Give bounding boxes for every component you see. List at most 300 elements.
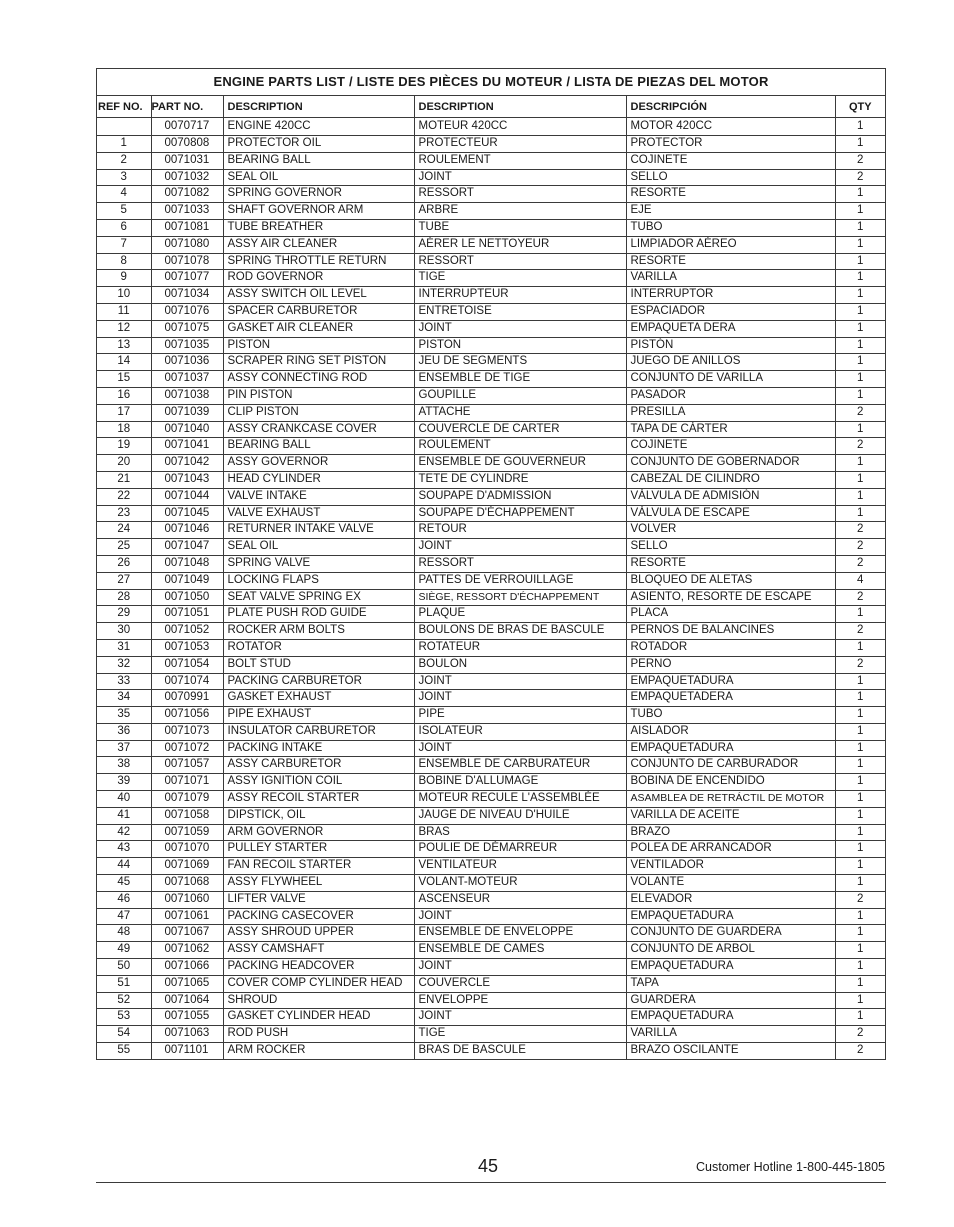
cell-description-fr: PIPE: [414, 707, 626, 724]
cell-description-en: ROTATOR: [223, 639, 414, 656]
cell-description-fr: ISOLATEUR: [414, 723, 626, 740]
cell-qty: 1: [835, 824, 885, 841]
header-description-es: DESCRIPCIÓN: [626, 96, 835, 118]
cell-part-no: 0071078: [151, 253, 223, 270]
cell-part-no: 0071041: [151, 438, 223, 455]
table-row: [97, 891, 885, 908]
table-row: [97, 925, 885, 942]
cell-part-no: 0071067: [151, 925, 223, 942]
cell-description-fr: JAUGE DE NIVEAU D'HUILE: [414, 807, 626, 824]
cell-qty: 1: [835, 354, 885, 371]
cell-description-fr: PISTON: [414, 337, 626, 354]
cell-ref-no: 18: [97, 421, 151, 438]
cell-part-no: 0071038: [151, 387, 223, 404]
cell-ref-no: 32: [97, 656, 151, 673]
cell-ref-no: 51: [97, 975, 151, 992]
cell-part-no: 0071055: [151, 1009, 223, 1026]
table-row: [97, 707, 885, 724]
cell-description-en: PACKING HEADCOVER: [223, 959, 414, 976]
cell-qty: 2: [835, 539, 885, 556]
cell-description-en: VALVE INTAKE: [223, 488, 414, 505]
cell-ref-no: 2: [97, 152, 151, 169]
table-row: [97, 992, 885, 1009]
cell-part-no: 0070717: [151, 118, 223, 136]
table-row: [97, 136, 885, 153]
cell-description-es: ROTADOR: [626, 639, 835, 656]
table-row: [97, 438, 885, 455]
cell-description-en: BOLT STUD: [223, 656, 414, 673]
cell-description-en: PULLEY STARTER: [223, 841, 414, 858]
cell-part-no: 0071073: [151, 723, 223, 740]
cell-part-no: 0071032: [151, 169, 223, 186]
cell-description-es: RESORTE: [626, 555, 835, 572]
cell-part-no: 0071053: [151, 639, 223, 656]
cell-ref-no: [97, 118, 151, 136]
cell-qty: 1: [835, 975, 885, 992]
table-row: [97, 975, 885, 992]
cell-ref-no: 23: [97, 505, 151, 522]
cell-ref-no: 6: [97, 219, 151, 236]
cell-part-no: 0071054: [151, 656, 223, 673]
cell-ref-no: 21: [97, 471, 151, 488]
table-row: [97, 824, 885, 841]
cell-description-en: ROD PUSH: [223, 1026, 414, 1043]
cell-ref-no: 42: [97, 824, 151, 841]
table-row: [97, 152, 885, 169]
cell-description-fr: VENTILATEUR: [414, 858, 626, 875]
cell-description-fr: VOLANT-MOTEUR: [414, 875, 626, 892]
cell-ref-no: 36: [97, 723, 151, 740]
cell-qty: 1: [835, 723, 885, 740]
cell-ref-no: 54: [97, 1026, 151, 1043]
cell-ref-no: 52: [97, 992, 151, 1009]
cell-description-fr: ARBRE: [414, 203, 626, 220]
cell-description-es: TAPA DE CÁRTER: [626, 421, 835, 438]
cell-description-es: BRAZO: [626, 824, 835, 841]
cell-qty: 1: [835, 387, 885, 404]
cell-qty: 1: [835, 471, 885, 488]
table-row: [97, 572, 885, 589]
cell-description-es: RESORTE: [626, 253, 835, 270]
cell-description-es: VOLVER: [626, 522, 835, 539]
table-row: [97, 740, 885, 757]
cell-ref-no: 34: [97, 690, 151, 707]
cell-description-es: PASADOR: [626, 387, 835, 404]
cell-qty: 4: [835, 572, 885, 589]
cell-qty: 1: [835, 757, 885, 774]
table-row: [97, 875, 885, 892]
cell-part-no: 0071051: [151, 606, 223, 623]
header-qty: QTY: [835, 96, 885, 118]
cell-part-no: 0071047: [151, 539, 223, 556]
cell-ref-no: 41: [97, 807, 151, 824]
cell-part-no: 0071044: [151, 488, 223, 505]
cell-ref-no: 40: [97, 791, 151, 808]
cell-description-es: ASAMBLEA DE RETRÁCTIL DE MOTOR: [626, 791, 835, 808]
cell-qty: 1: [835, 337, 885, 354]
table-row: [97, 287, 885, 304]
cell-part-no: 0071063: [151, 1026, 223, 1043]
table-row: [97, 455, 885, 472]
cell-description-fr: PLAQUE: [414, 606, 626, 623]
cell-description-fr: RESSORT: [414, 555, 626, 572]
cell-description-en: SCRAPER RING SET PISTON: [223, 354, 414, 371]
cell-description-fr: JOINT: [414, 690, 626, 707]
cell-description-en: ASSY CAMSHAFT: [223, 942, 414, 959]
cell-qty: 2: [835, 891, 885, 908]
table-row: [97, 387, 885, 404]
cell-description-es: CABEZAL DE CILINDRO: [626, 471, 835, 488]
cell-description-fr: ENSEMBLE DE TIGE: [414, 371, 626, 388]
cell-qty: 1: [835, 488, 885, 505]
cell-description-es: COJINETE: [626, 438, 835, 455]
cell-qty: 1: [835, 791, 885, 808]
cell-description-en: SPRING THROTTLE RETURN: [223, 253, 414, 270]
cell-part-no: 0071071: [151, 774, 223, 791]
cell-part-no: 0071034: [151, 287, 223, 304]
cell-qty: 1: [835, 186, 885, 203]
cell-description-fr: SOUPAPE D'ÉCHAPPEMENT: [414, 505, 626, 522]
cell-description-en: VALVE EXHAUST: [223, 505, 414, 522]
cell-description-en: PISTON: [223, 337, 414, 354]
cell-qty: 2: [835, 623, 885, 640]
cell-qty: 1: [835, 203, 885, 220]
cell-description-en: ARM ROCKER: [223, 1043, 414, 1059]
cell-ref-no: 25: [97, 539, 151, 556]
cell-qty: 1: [835, 270, 885, 287]
cell-qty: 2: [835, 656, 885, 673]
cell-qty: 1: [835, 942, 885, 959]
cell-ref-no: 35: [97, 707, 151, 724]
cell-description-fr: SOUPAPE D'ADMISSION: [414, 488, 626, 505]
cell-description-es: CONJUNTO DE ARBOL: [626, 942, 835, 959]
cell-ref-no: 22: [97, 488, 151, 505]
cell-description-es: RESORTE: [626, 186, 835, 203]
cell-description-es: BRAZO OSCILANTE: [626, 1043, 835, 1059]
cell-ref-no: 45: [97, 875, 151, 892]
cell-ref-no: 37: [97, 740, 151, 757]
cell-ref-no: 39: [97, 774, 151, 791]
cell-description-en: SEAT VALVE SPRING EX: [223, 589, 414, 606]
cell-description-es: PISTÓN: [626, 337, 835, 354]
cell-description-es: INTERRUPTOR: [626, 287, 835, 304]
table-row: [97, 774, 885, 791]
cell-part-no: 0070991: [151, 690, 223, 707]
cell-description-es: CONJUNTO DE VARILLA: [626, 371, 835, 388]
cell-description-es: ESPACIADOR: [626, 303, 835, 320]
cell-ref-no: 28: [97, 589, 151, 606]
cell-ref-no: 3: [97, 169, 151, 186]
cell-ref-no: 27: [97, 572, 151, 589]
cell-ref-no: 7: [97, 236, 151, 253]
cell-part-no: 0071031: [151, 152, 223, 169]
cell-description-es: GUARDERA: [626, 992, 835, 1009]
cell-description-es: COJINETE: [626, 152, 835, 169]
cell-description-en: SHAFT GOVERNOR ARM: [223, 203, 414, 220]
cell-description-en: PACKING CARBURETOR: [223, 673, 414, 690]
cell-qty: 1: [835, 992, 885, 1009]
cell-description-es: VENTILADOR: [626, 858, 835, 875]
table-row: [97, 757, 885, 774]
cell-description-es: PLACA: [626, 606, 835, 623]
cell-description-es: POLEA DE ARRANCADOR: [626, 841, 835, 858]
cell-description-fr: COUVERCLE: [414, 975, 626, 992]
cell-description-fr: AÉRER LE NETTOYEUR: [414, 236, 626, 253]
cell-qty: 1: [835, 1009, 885, 1026]
page-number: 45: [478, 1156, 499, 1176]
table-row: [97, 723, 885, 740]
cell-qty: 1: [835, 841, 885, 858]
cell-part-no: 0071077: [151, 270, 223, 287]
table-row: [97, 320, 885, 337]
cell-qty: 1: [835, 371, 885, 388]
cell-description-es: ASIENTO, RESORTE DE ESCAPE: [626, 589, 835, 606]
cell-description-es: AISLADOR: [626, 723, 835, 740]
cell-description-en: ASSY RECOIL STARTER: [223, 791, 414, 808]
parts-table: [97, 96, 885, 1059]
cell-description-en: GASKET EXHAUST: [223, 690, 414, 707]
cell-qty: 2: [835, 404, 885, 421]
cell-ref-no: 44: [97, 858, 151, 875]
cell-description-fr: ENSEMBLE DE GOUVERNEUR: [414, 455, 626, 472]
cell-qty: 2: [835, 589, 885, 606]
cell-description-fr: ENSEMBLE DE ENVELOPPE: [414, 925, 626, 942]
table-row: [97, 841, 885, 858]
cell-part-no: 0071076: [151, 303, 223, 320]
cell-description-es: TUBO: [626, 219, 835, 236]
cell-description-fr: GOUPILLE: [414, 387, 626, 404]
table-row: [97, 303, 885, 320]
cell-ref-no: 31: [97, 639, 151, 656]
cell-description-en: ARM GOVERNOR: [223, 824, 414, 841]
cell-ref-no: 33: [97, 673, 151, 690]
cell-description-es: MOTOR 420CC: [626, 118, 835, 136]
cell-part-no: 0071049: [151, 572, 223, 589]
cell-description-fr: ENVELOPPE: [414, 992, 626, 1009]
cell-qty: 2: [835, 169, 885, 186]
cell-ref-no: 20: [97, 455, 151, 472]
cell-description-fr: BOULON: [414, 656, 626, 673]
cell-ref-no: 24: [97, 522, 151, 539]
cell-description-en: INSULATOR CARBURETOR: [223, 723, 414, 740]
cell-description-fr: TIGE: [414, 1026, 626, 1043]
cell-description-en: ASSY AIR CLEANER: [223, 236, 414, 253]
cell-description-en: PIN PISTON: [223, 387, 414, 404]
cell-part-no: 0071066: [151, 959, 223, 976]
cell-part-no: 0071065: [151, 975, 223, 992]
cell-qty: 1: [835, 606, 885, 623]
cell-description-es: BLOQUEO DE ALETAS: [626, 572, 835, 589]
table-row: [97, 1009, 885, 1026]
cell-ref-no: 50: [97, 959, 151, 976]
table-row: [97, 606, 885, 623]
cell-part-no: 0071058: [151, 807, 223, 824]
cell-description-fr: RESSORT: [414, 186, 626, 203]
table-row: [97, 639, 885, 656]
cell-description-es: EMPAQUETADURA: [626, 740, 835, 757]
table-row: [97, 236, 885, 253]
cell-description-en: ASSY FLYWHEEL: [223, 875, 414, 892]
cell-description-es: EJE: [626, 203, 835, 220]
cell-qty: 1: [835, 925, 885, 942]
table-row: [97, 371, 885, 388]
cell-description-fr: ENSEMBLE DE CARBURATEUR: [414, 757, 626, 774]
cell-qty: 1: [835, 236, 885, 253]
cell-part-no: 0071081: [151, 219, 223, 236]
cell-description-en: ENGINE 420CC: [223, 118, 414, 136]
header-description-fr: DESCRIPTION: [414, 96, 626, 118]
cell-description-fr: PROTECTEUR: [414, 136, 626, 153]
cell-ref-no: 10: [97, 287, 151, 304]
cell-part-no: 0071037: [151, 371, 223, 388]
cell-part-no: 0071064: [151, 992, 223, 1009]
table-row: [97, 505, 885, 522]
cell-description-fr: TETE DE CYLINDRE: [414, 471, 626, 488]
cell-part-no: 0071056: [151, 707, 223, 724]
table-row: [97, 253, 885, 270]
cell-description-en: ASSY IGNITION COIL: [223, 774, 414, 791]
cell-qty: 1: [835, 118, 885, 136]
cell-description-fr: JOINT: [414, 169, 626, 186]
cell-description-fr: POULIE DE DÉMARREUR: [414, 841, 626, 858]
cell-ref-no: 29: [97, 606, 151, 623]
table-row: [97, 118, 885, 136]
table-row: [97, 354, 885, 371]
cell-qty: 2: [857, 1044, 864, 1057]
cell-qty: 1: [835, 707, 885, 724]
cell-description-fr: INTERRUPTEUR: [414, 287, 626, 304]
header-part-no: PART NO.: [151, 96, 223, 118]
table-row: [97, 1043, 885, 1059]
cell-qty: 1: [835, 959, 885, 976]
table-row: [97, 471, 885, 488]
cell-description-en: GASKET AIR CLEANER: [223, 320, 414, 337]
table-row: [97, 908, 885, 925]
footer-divider: [96, 1182, 886, 1183]
cell-description-en: SEAL OIL: [223, 539, 414, 556]
cell-description-en: RETURNER INTAKE VALVE: [223, 522, 414, 539]
cell-description-en: PACKING INTAKE: [223, 740, 414, 757]
cell-part-no: 0071079: [151, 791, 223, 808]
cell-ref-no: 49: [97, 942, 151, 959]
cell-description-fr: ASCENSEUR: [414, 891, 626, 908]
cell-qty: 1: [835, 740, 885, 757]
header-description-en: DESCRIPTION: [223, 96, 414, 118]
cell-description-fr: TUBE: [414, 219, 626, 236]
cell-description-fr: JOINT: [414, 320, 626, 337]
cell-ref-no: 15: [97, 371, 151, 388]
cell-description-en: LOCKING FLAPS: [223, 572, 414, 589]
cell-part-no: 0071046: [151, 522, 223, 539]
cell-qty: 1: [835, 673, 885, 690]
cell-qty: 1: [835, 807, 885, 824]
cell-description-fr: JEU DE SEGMENTS: [414, 354, 626, 371]
cell-description-fr: MOTEUR 420CC: [414, 118, 626, 136]
cell-description-es: VÁLVULA DE ADMISIÓN: [626, 488, 835, 505]
cell-description-en: ASSY SWITCH OIL LEVEL: [223, 287, 414, 304]
cell-ref-no: 19: [97, 438, 151, 455]
cell-description-fr: ENSEMBLE DE CAMES: [414, 942, 626, 959]
cell-part-no: 0071068: [151, 875, 223, 892]
cell-description-fr: JOINT: [414, 740, 626, 757]
cell-description-en: GASKET CYLINDER HEAD: [223, 1009, 414, 1026]
cell-description-en: TUBE BREATHER: [223, 219, 414, 236]
cell-description-es: SELLO: [626, 169, 835, 186]
cell-ref-no: 46: [97, 891, 151, 908]
cell-qty: 1: [835, 858, 885, 875]
cell-part-no: 0071042: [151, 455, 223, 472]
cell-qty: 2: [835, 555, 885, 572]
cell-description-en: PROTECTOR OIL: [223, 136, 414, 153]
table-row: [97, 589, 885, 606]
cell-part-no: 0071039: [151, 404, 223, 421]
cell-ref-no: 11: [97, 303, 151, 320]
cell-description-fr: JOINT: [414, 908, 626, 925]
cell-part-no: 0071048: [151, 555, 223, 572]
cell-ref-no: 55: [97, 1043, 151, 1059]
cell-description-fr: BRAS: [414, 824, 626, 841]
cell-qty: 1: [835, 875, 885, 892]
cell-description-en: ASSY GOVERNOR: [223, 455, 414, 472]
table-row: [97, 488, 885, 505]
cell-qty: 1: [835, 253, 885, 270]
cell-description-es: PERNOS DE BALANCINES: [626, 623, 835, 640]
cell-part-no: 0071033: [151, 203, 223, 220]
cell-ref-no: 1: [97, 136, 151, 153]
table-header-row: [97, 96, 885, 118]
cell-description-fr: COUVERCLE DE CARTER: [414, 421, 626, 438]
cell-description-fr: JOINT: [414, 1009, 626, 1026]
cell-qty: 1: [835, 639, 885, 656]
cell-qty: 1: [835, 303, 885, 320]
cell-qty: 1: [835, 455, 885, 472]
cell-description-fr: ROTATEUR: [414, 639, 626, 656]
cell-part-no: 0071080: [151, 236, 223, 253]
cell-part-no: 0071057: [151, 757, 223, 774]
cell-part-no: 0071062: [151, 942, 223, 959]
cell-qty: 1: [835, 690, 885, 707]
cell-qty: 1: [835, 774, 885, 791]
cell-description-en: FAN RECOIL STARTER: [223, 858, 414, 875]
cell-description-en: SPRING GOVERNOR: [223, 186, 414, 203]
cell-description-fr: JOINT: [414, 959, 626, 976]
table-row: [97, 203, 885, 220]
table-row: [97, 690, 885, 707]
cell-description-es: EMPAQUETADURA: [626, 959, 835, 976]
cell-ref-no: 9: [97, 270, 151, 287]
cell-ref-no: 8: [97, 253, 151, 270]
table-row: [97, 1026, 885, 1043]
cell-description-es: CONJUNTO DE GUARDERA: [626, 925, 835, 942]
table-row: [97, 959, 885, 976]
cell-description-es: SELLO: [626, 539, 835, 556]
cell-description-es: EMPAQUETADURA: [626, 1009, 835, 1026]
cell-description-es: PERNO: [626, 656, 835, 673]
cell-part-no: 0071052: [151, 623, 223, 640]
cell-part-no: 0071036: [151, 354, 223, 371]
cell-description-fr: ROULEMENT: [414, 438, 626, 455]
cell-description-es: BOBINA DE ENCENDIDO: [626, 774, 835, 791]
table-row: [97, 219, 885, 236]
table-row: [97, 555, 885, 572]
cell-description-es: CONJUNTO DE GOBERNADOR: [626, 455, 835, 472]
cell-description-fr: BRAS DE BASCULE: [414, 1043, 626, 1059]
cell-ref-no: 30: [97, 623, 151, 640]
cell-description-en: LIFTER VALVE: [223, 891, 414, 908]
cell-description-en: ASSY SHROUD UPPER: [223, 925, 414, 942]
cell-description-es: JUEGO DE ANILLOS: [626, 354, 835, 371]
cell-ref-no: 38: [97, 757, 151, 774]
